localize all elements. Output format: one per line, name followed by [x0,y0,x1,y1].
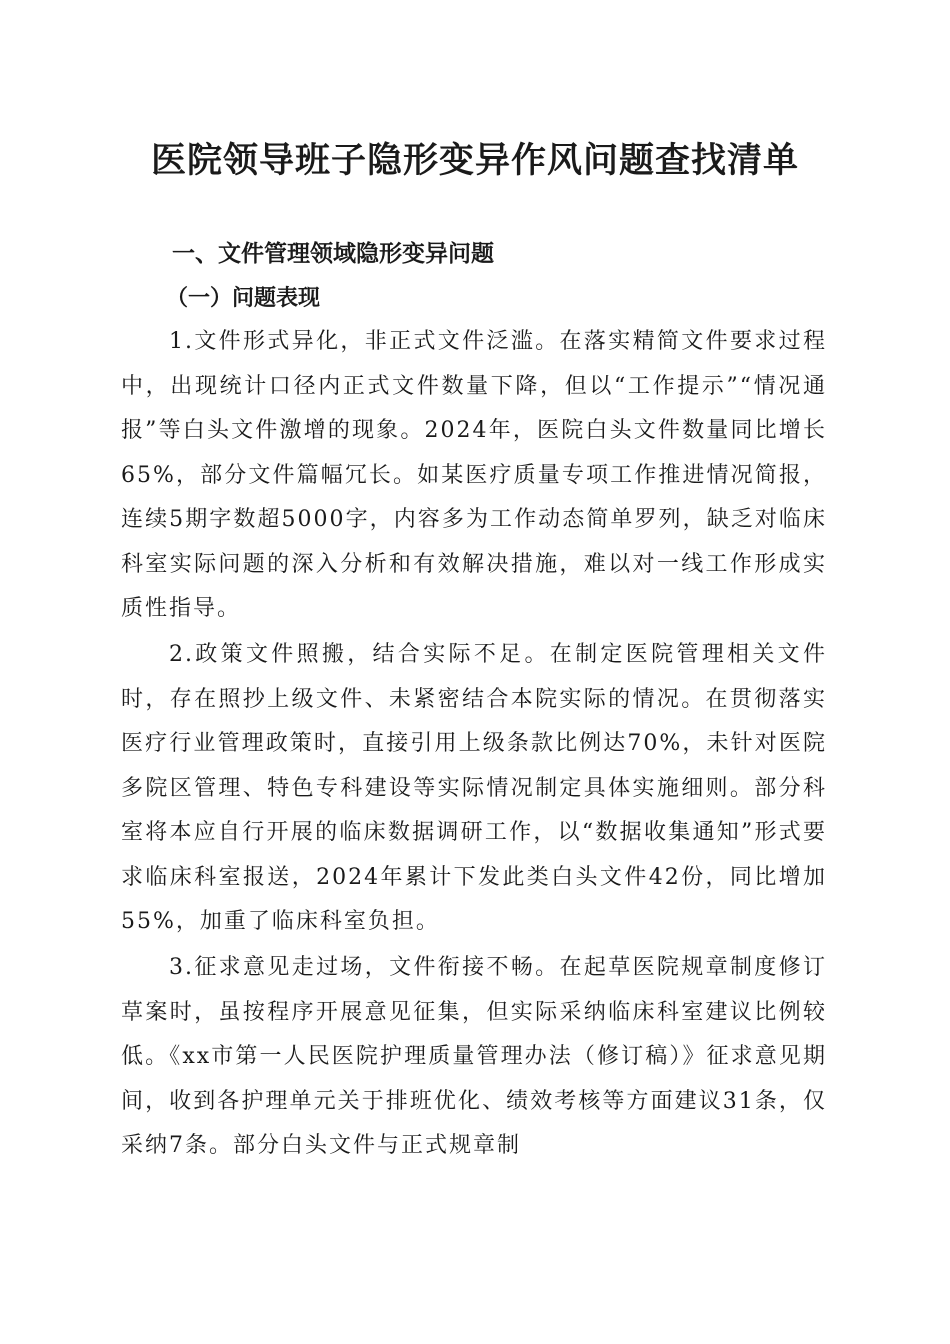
sub-heading: （一）问题表现 [166,285,321,311]
section-heading: 一、文件管理领域隐形变异问题 [172,241,494,267]
document-title: 医院领导班子隐形变异作风问题查找清单 [150,140,799,181]
paragraph-3: 3.征求意见走过场，文件衔接不畅。在起草医院规章制度修订草案时，虽按程序开展意见征集，但实际采纳临床科室建议比例较低。《xx市第一人民医院护理质量管理办法（修订稿）》征求意见期间，收到各护理单元关于排班优化、绩效考核等方面建议31条，仅采纳7条。部分白头文件与正式规章制 [121,955,827,1158]
paragraph-2: 2.政策文件照搬，结合实际不足。在制定医院管理相关文件时，存在照抄上级文件、未紧密结合本院实际的情况。在贯彻落实医疗行业管理政策时，直接引用上级条款比例达70%，未针对医院多院区管理、特色专科建设等实际情况制定具体实施细则。部分科室将本应自行开展的临床数据调研工作，以“数据收集通知”形式要求临床科室报送，2024年累计下发此类白头文件42份，同比增加55%，加重了临床科室负担。 [121,642,827,934]
paragraph-1: 1.文件形式异化，非正式文件泛滥。在落实精简文件要求过程中，出现统计口径内正式文件数量下降，但以“工作提示”“情况通报”等白头文件激增的现象。2024年，医院白头文件数量同比增长65%，部分文件篇幅冗长。如某医疗质量专项工作推进情况简报，连续5期字数超5000字，内容多为工作动态简单罗列，缺乏对临床科室实际问题的深入分析和有效解决措施，难以对一线工作形成实质性指导。 [121,329,827,621]
